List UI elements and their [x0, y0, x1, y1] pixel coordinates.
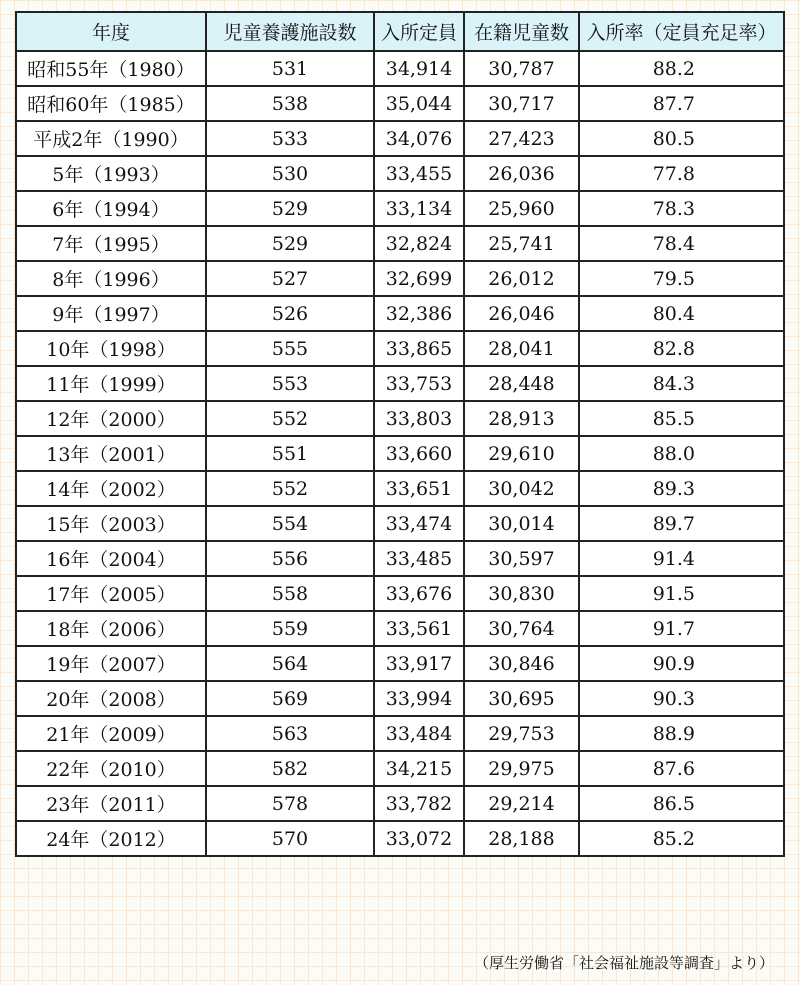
table-row — [16, 786, 784, 821]
cell-facility-count: 551 — [206, 436, 374, 471]
table-row — [16, 261, 784, 296]
cell-capacity: 33,455 — [374, 156, 464, 191]
header-capacity: 入所定員 — [374, 12, 464, 51]
header-facility-count: 児童養護施設数 — [206, 12, 374, 51]
cell-facility-count: 582 — [206, 751, 374, 786]
cell-enrolled-children: 30,695 — [464, 681, 579, 716]
cell-occupancy-rate: 85.2 — [579, 821, 784, 856]
cell-capacity: 34,914 — [374, 51, 464, 86]
header-enrolled-children: 在籍児童数 — [464, 12, 579, 51]
table-row — [16, 331, 784, 366]
cell-capacity: 33,676 — [374, 576, 464, 611]
facility-statistics-table — [15, 11, 785, 857]
table-row — [16, 681, 784, 716]
cell-facility-count: 529 — [206, 191, 374, 226]
table-row — [16, 506, 784, 541]
cell-year: 17年（2005） — [16, 576, 206, 611]
cell-enrolled-children: 30,014 — [464, 506, 579, 541]
cell-occupancy-rate: 88.9 — [579, 716, 784, 751]
cell-occupancy-rate: 89.7 — [579, 506, 784, 541]
header-row — [16, 12, 784, 51]
cell-enrolled-children: 29,610 — [464, 436, 579, 471]
cell-capacity: 32,824 — [374, 226, 464, 261]
cell-enrolled-children: 26,036 — [464, 156, 579, 191]
table-row — [16, 611, 784, 646]
cell-enrolled-children: 30,846 — [464, 646, 579, 681]
cell-facility-count: 555 — [206, 331, 374, 366]
cell-occupancy-rate: 80.5 — [579, 121, 784, 156]
cell-enrolled-children: 28,448 — [464, 366, 579, 401]
cell-facility-count: 533 — [206, 121, 374, 156]
cell-enrolled-children: 30,597 — [464, 541, 579, 576]
cell-capacity: 33,485 — [374, 541, 464, 576]
cell-year: 15年（2003） — [16, 506, 206, 541]
cell-year: 14年（2002） — [16, 471, 206, 506]
cell-year: 21年（2009） — [16, 716, 206, 751]
cell-occupancy-rate: 88.2 — [579, 51, 784, 86]
cell-capacity: 33,803 — [374, 401, 464, 436]
cell-capacity: 33,753 — [374, 366, 464, 401]
cell-enrolled-children: 28,041 — [464, 331, 579, 366]
cell-capacity: 35,044 — [374, 86, 464, 121]
cell-enrolled-children: 30,787 — [464, 51, 579, 86]
cell-enrolled-children: 30,717 — [464, 86, 579, 121]
table-row — [16, 401, 784, 436]
cell-year: 平成2年（1990） — [16, 121, 206, 156]
table-row — [16, 51, 784, 86]
cell-facility-count: 531 — [206, 51, 374, 86]
cell-year: 22年（2010） — [16, 751, 206, 786]
table-row — [16, 296, 784, 331]
cell-occupancy-rate: 91.7 — [579, 611, 784, 646]
cell-occupancy-rate: 90.3 — [579, 681, 784, 716]
cell-year: 11年（1999） — [16, 366, 206, 401]
cell-facility-count: 570 — [206, 821, 374, 856]
table-row — [16, 541, 784, 576]
cell-enrolled-children: 26,046 — [464, 296, 579, 331]
cell-enrolled-children: 28,188 — [464, 821, 579, 856]
cell-enrolled-children: 29,753 — [464, 716, 579, 751]
cell-year: 昭和60年（1985） — [16, 86, 206, 121]
cell-occupancy-rate: 85.5 — [579, 401, 784, 436]
cell-enrolled-children: 25,960 — [464, 191, 579, 226]
cell-facility-count: 578 — [206, 786, 374, 821]
cell-capacity: 33,782 — [374, 786, 464, 821]
source-note: （厚生労働省「社会福祉施設等調査」より） — [473, 954, 774, 972]
cell-occupancy-rate: 90.9 — [579, 646, 784, 681]
cell-occupancy-rate: 80.4 — [579, 296, 784, 331]
cell-capacity: 33,561 — [374, 611, 464, 646]
cell-year: 10年（1998） — [16, 331, 206, 366]
cell-capacity: 34,076 — [374, 121, 464, 156]
cell-capacity: 33,484 — [374, 716, 464, 751]
cell-facility-count: 552 — [206, 401, 374, 436]
cell-facility-count: 530 — [206, 156, 374, 191]
cell-facility-count: 526 — [206, 296, 374, 331]
cell-occupancy-rate: 79.5 — [579, 261, 784, 296]
table-body — [16, 51, 784, 856]
cell-occupancy-rate: 78.3 — [579, 191, 784, 226]
cell-capacity: 33,917 — [374, 646, 464, 681]
cell-capacity: 33,651 — [374, 471, 464, 506]
cell-occupancy-rate: 77.8 — [579, 156, 784, 191]
table-row — [16, 436, 784, 471]
cell-capacity: 33,072 — [374, 821, 464, 856]
cell-occupancy-rate: 84.3 — [579, 366, 784, 401]
header-occupancy-rate: 入所率（定員充足率） — [579, 12, 784, 51]
cell-facility-count: 558 — [206, 576, 374, 611]
cell-facility-count: 529 — [206, 226, 374, 261]
header-year: 年度 — [16, 12, 206, 51]
cell-year: 9年（1997） — [16, 296, 206, 331]
cell-capacity: 33,865 — [374, 331, 464, 366]
cell-enrolled-children: 30,042 — [464, 471, 579, 506]
table-header — [16, 12, 784, 51]
table-row — [16, 226, 784, 261]
cell-enrolled-children: 30,830 — [464, 576, 579, 611]
cell-capacity: 33,660 — [374, 436, 464, 471]
cell-facility-count: 569 — [206, 681, 374, 716]
cell-facility-count: 527 — [206, 261, 374, 296]
cell-occupancy-rate: 88.0 — [579, 436, 784, 471]
table-row — [16, 471, 784, 506]
cell-enrolled-children: 28,913 — [464, 401, 579, 436]
cell-enrolled-children: 30,764 — [464, 611, 579, 646]
cell-capacity: 32,699 — [374, 261, 464, 296]
cell-year: 18年（2006） — [16, 611, 206, 646]
cell-occupancy-rate: 86.5 — [579, 786, 784, 821]
cell-enrolled-children: 26,012 — [464, 261, 579, 296]
table-row — [16, 716, 784, 751]
cell-occupancy-rate: 91.5 — [579, 576, 784, 611]
cell-facility-count: 563 — [206, 716, 374, 751]
table-row — [16, 646, 784, 681]
table-row — [16, 576, 784, 611]
cell-capacity: 33,994 — [374, 681, 464, 716]
table-row — [16, 156, 784, 191]
cell-enrolled-children: 29,975 — [464, 751, 579, 786]
cell-year: 6年（1994） — [16, 191, 206, 226]
cell-year: 7年（1995） — [16, 226, 206, 261]
cell-year: 12年（2000） — [16, 401, 206, 436]
cell-facility-count: 564 — [206, 646, 374, 681]
table-row — [16, 366, 784, 401]
cell-year: 23年（2011） — [16, 786, 206, 821]
cell-occupancy-rate: 91.4 — [579, 541, 784, 576]
cell-enrolled-children: 27,423 — [464, 121, 579, 156]
cell-year: 24年（2012） — [16, 821, 206, 856]
cell-year: 13年（2001） — [16, 436, 206, 471]
cell-year: 19年（2007） — [16, 646, 206, 681]
cell-occupancy-rate: 87.6 — [579, 751, 784, 786]
cell-occupancy-rate: 82.8 — [579, 331, 784, 366]
cell-year: 5年（1993） — [16, 156, 206, 191]
cell-capacity: 34,215 — [374, 751, 464, 786]
cell-occupancy-rate: 78.4 — [579, 226, 784, 261]
cell-capacity: 33,474 — [374, 506, 464, 541]
cell-facility-count: 554 — [206, 506, 374, 541]
cell-facility-count: 552 — [206, 471, 374, 506]
table-row — [16, 751, 784, 786]
table-row — [16, 86, 784, 121]
cell-occupancy-rate: 89.3 — [579, 471, 784, 506]
cell-year: 8年（1996） — [16, 261, 206, 296]
table-row — [16, 191, 784, 226]
cell-enrolled-children: 29,214 — [464, 786, 579, 821]
cell-capacity: 32,386 — [374, 296, 464, 331]
cell-occupancy-rate: 87.7 — [579, 86, 784, 121]
cell-facility-count: 556 — [206, 541, 374, 576]
cell-facility-count: 559 — [206, 611, 374, 646]
cell-facility-count: 538 — [206, 86, 374, 121]
cell-year: 20年（2008） — [16, 681, 206, 716]
table-row — [16, 821, 784, 856]
cell-capacity: 33,134 — [374, 191, 464, 226]
cell-year: 16年（2004） — [16, 541, 206, 576]
cell-enrolled-children: 25,741 — [464, 226, 579, 261]
cell-facility-count: 553 — [206, 366, 374, 401]
table-row — [16, 121, 784, 156]
cell-year: 昭和55年（1980） — [16, 51, 206, 86]
